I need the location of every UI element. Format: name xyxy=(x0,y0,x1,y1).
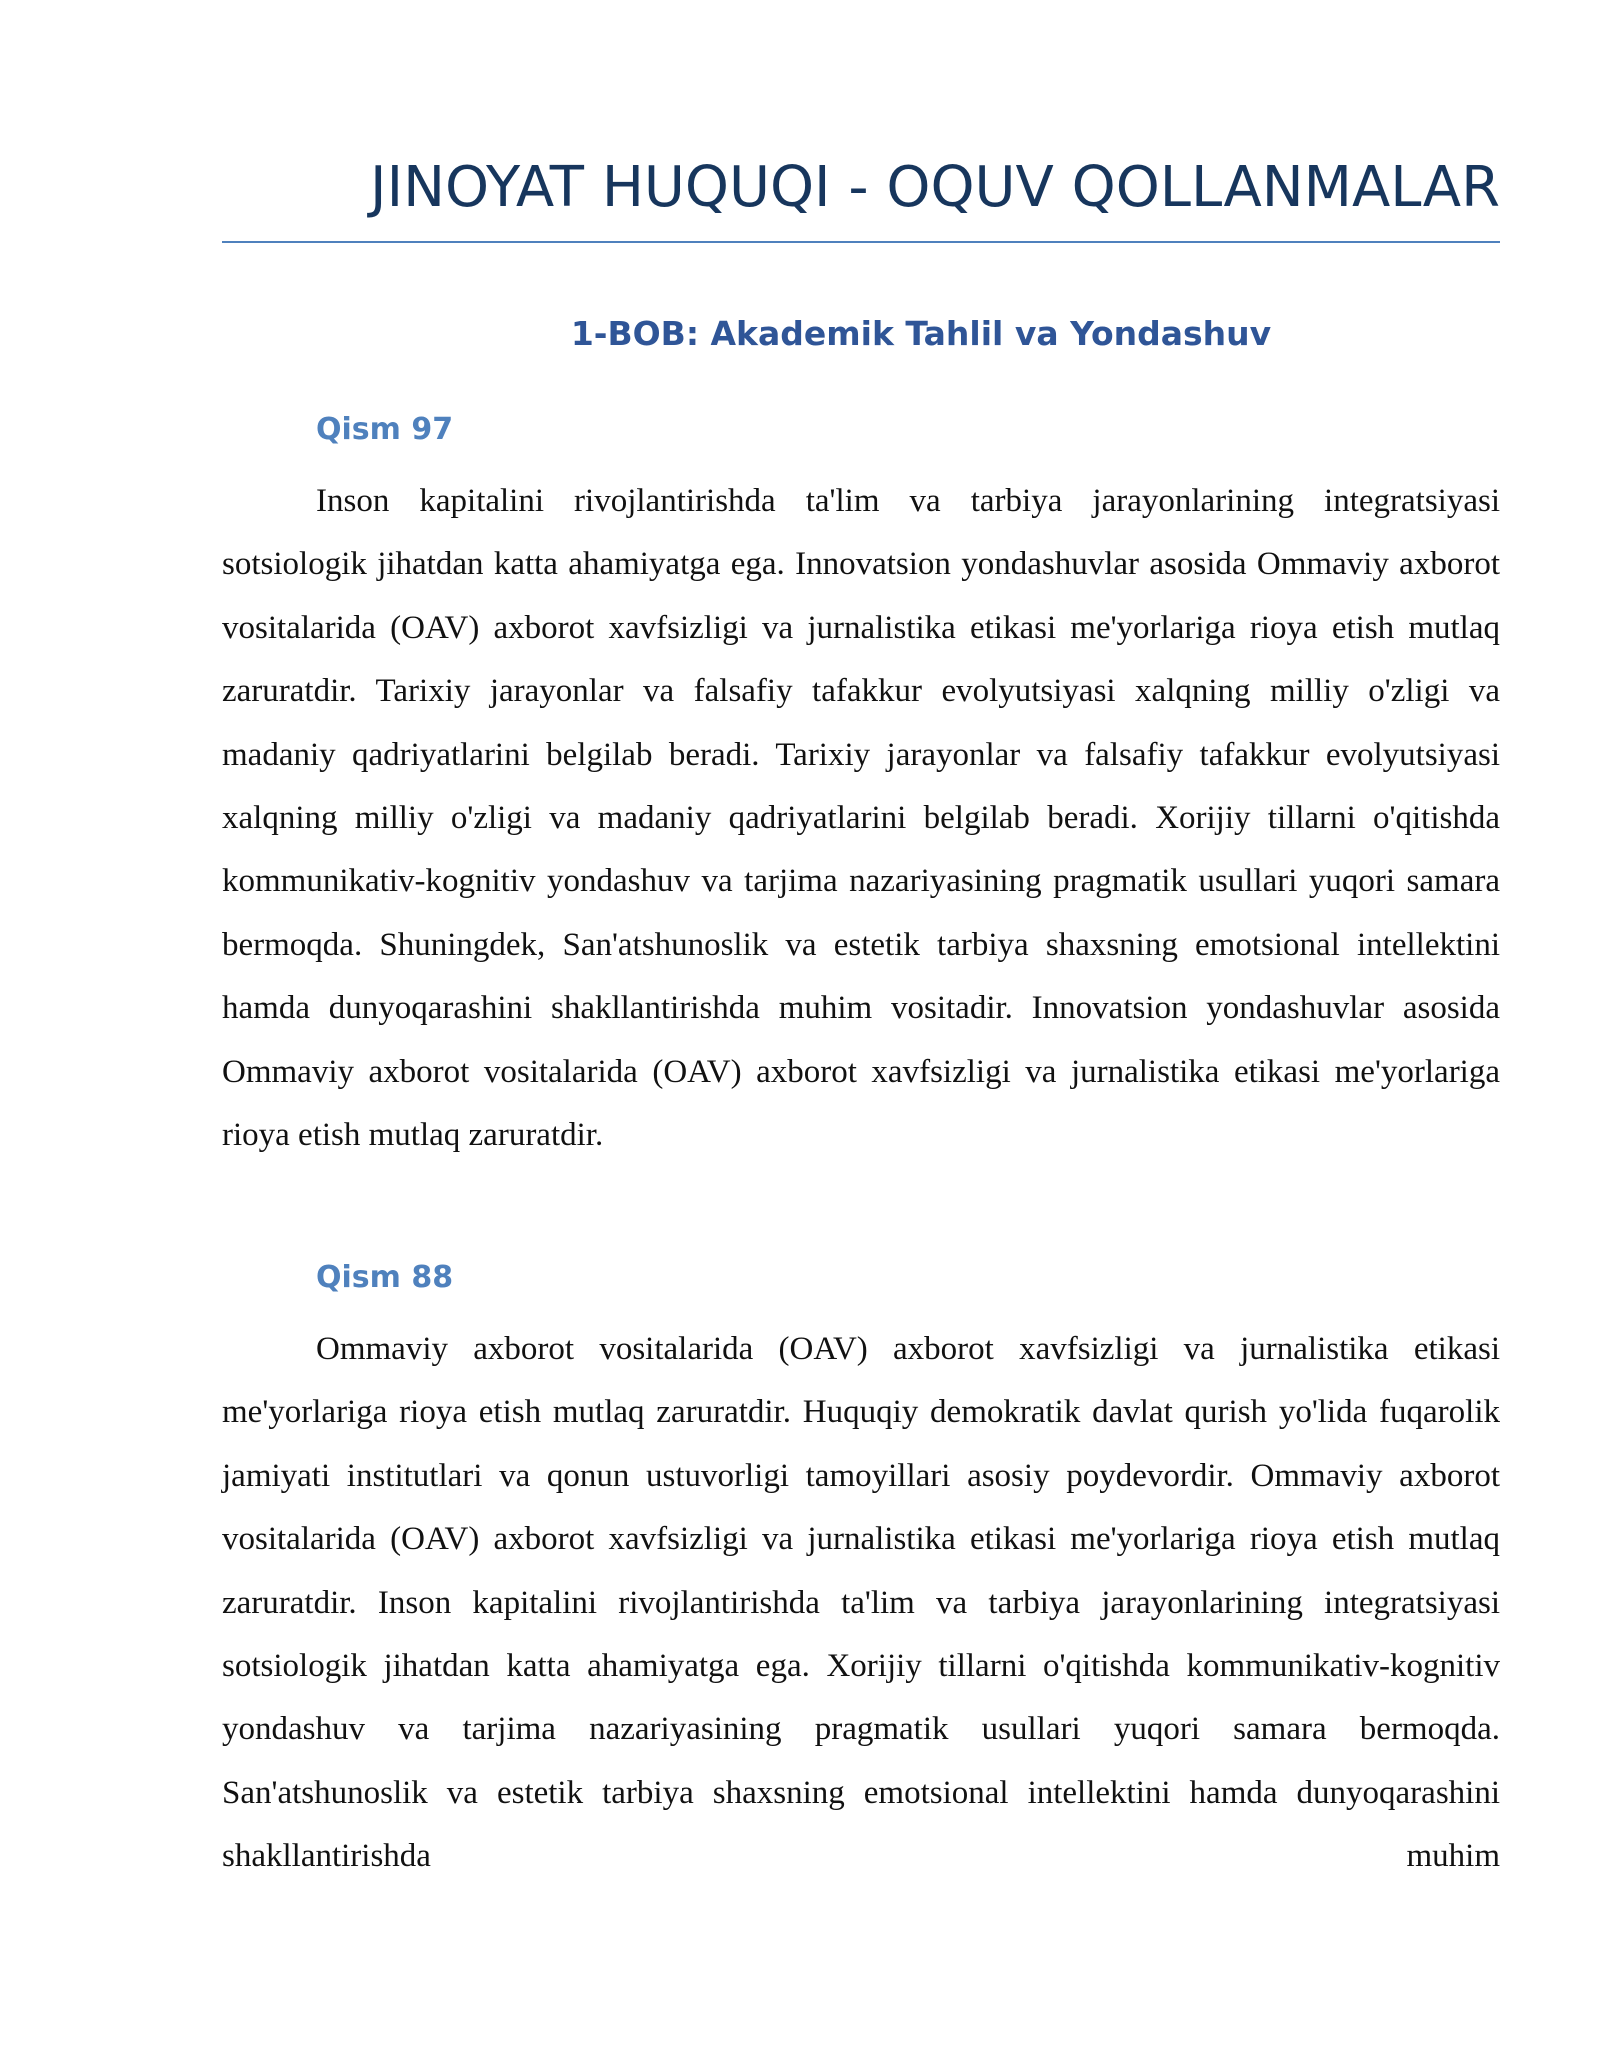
title-underline xyxy=(222,241,1500,243)
chapter-title: 1-BOB: Akademik Tahlil va Yondashuv xyxy=(570,314,1272,353)
section-heading-97: Qism 97 xyxy=(316,412,454,447)
document-title: JINOYAT HUQUQI - OQUV QOLLANMALAR xyxy=(370,155,1500,220)
section-paragraph-88: Ommaviy axborot vositalarida (OAV) axborot xavfsizligi va jurnalistika etikasi me'yorlariga rioya etish mutlaq zaruratdir. Huquqiy demokratik davlat qurish yo'lida fuqarolik jamiyati institutlari va qonun ustuvorligi tamoyillari asosiy poydevordir. Ommaviy axborot vositalarida (OAV) axborot xavfsizligi va jurnalistika etikasi me'yorlariga rioya etish mutlaq zaruratdir. Inson kapitalini rivojlantirishda ta'lim va tarbiya jarayonlarining integratsiyasi sotsiologik jihatdan katta ahamiyatga ega. Xorijiy tillarni o'qitishda kommunikativ-kognitiv yondashuv va tarjima nazariyasining pragmatik usullari yuqori samara bermoqda. San'atshunoslik va estetik tarbiya shaxsning emotsional intellektini hamda dunyoqarashini shakllantirishda muhim xyxy=(222,1331,1500,1875)
section-heading-88: Qism 88 xyxy=(316,1260,454,1295)
section-paragraph-97: Inson kapitalini rivojlantirishda ta'lim va tarbiya jarayonlarining integratsiyasi sotsiologik jihatdan katta ahamiyatga ega. Innovatsion yondashuvlar asosida Ommaviy axborot vositalarida (OAV) axborot xavfsizligi va jurnalistika etikasi me'yorlariga rioya etish mutlaq zaruratdir. Tarixiy jarayonlar va falsafiy tafakkur evolyutsiyasi xalqning milliy o'zligi va madaniy qadriyatlarini belgilab beradi. Tarixiy jarayonlar va falsafiy tafakkur evolyutsiyasi xalqning milliy o'zligi va madaniy qadriyatlarini belgilab beradi. Xorijiy tillarni o'qitishda kommunikativ-kognitiv yondashuv va tarjima nazariyasining pragmatik usullari yuqori samara bermoqda. Shuningdek, San'atshunoslik va estetik tarbiya shaxsning emotsional intellektini hamda dunyoqarashini shakllantirishda muhim vositadir. Innovatsion yondashuvlar asosida Ommaviy axborot vositalarida (OAV) axborot xavfsizligi va jurnalistika etikasi me'yorlariga rioya etish mutlaq zaruratdir. xyxy=(222,483,1500,1154)
